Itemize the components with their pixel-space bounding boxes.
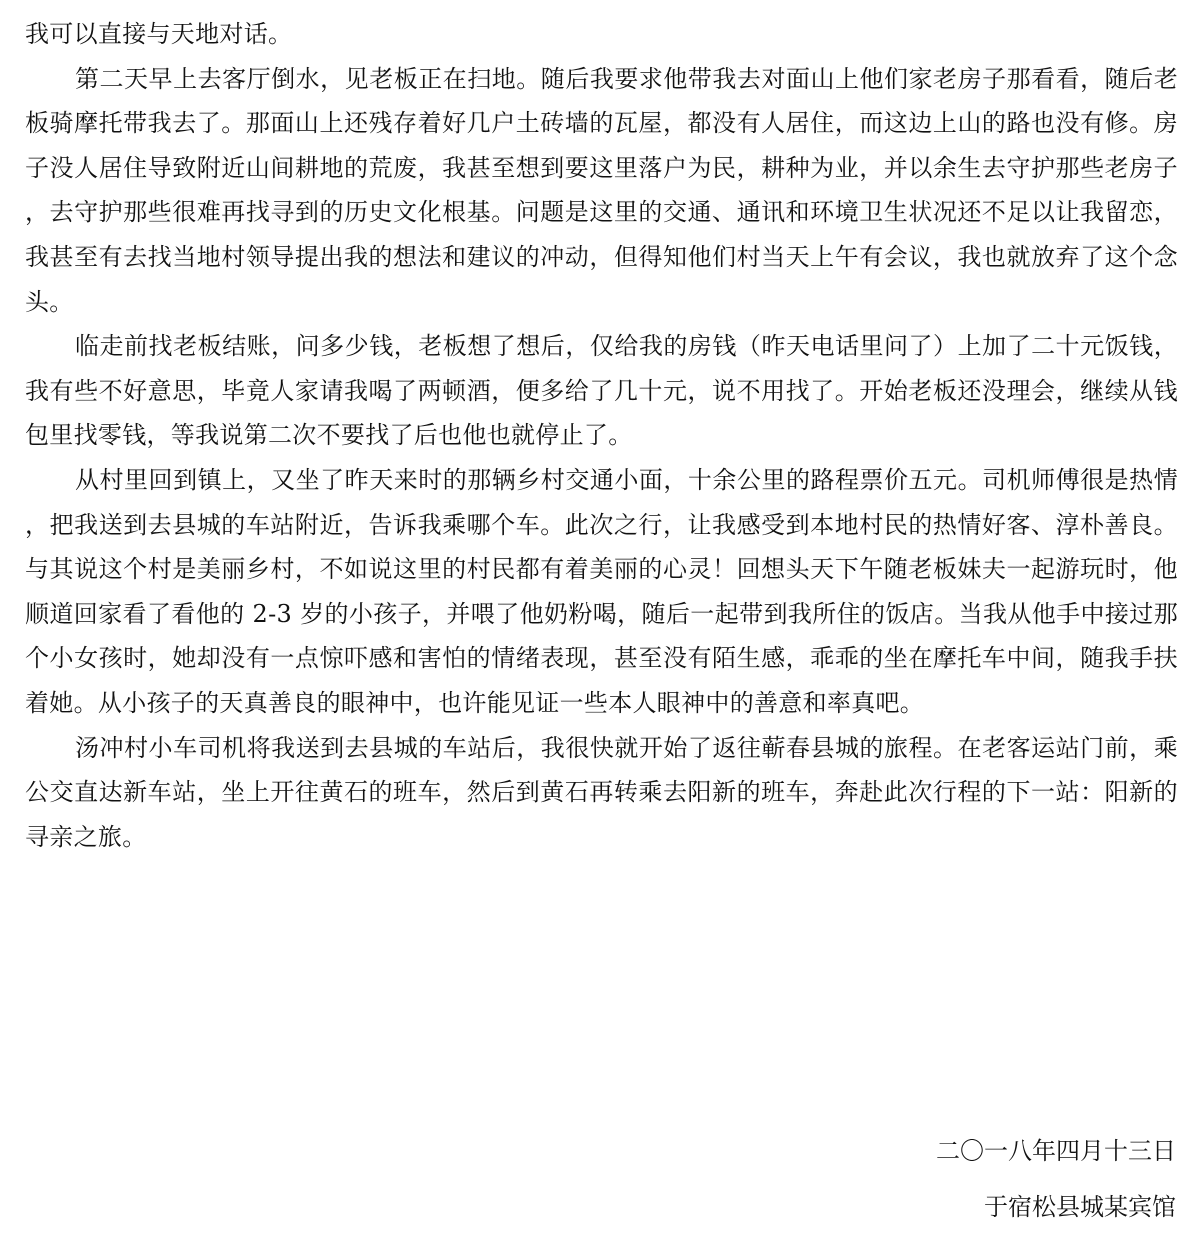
paragraph-continuation: 我可以直接与天地对话。 — [25, 20, 293, 48]
paragraph-old-house-visit: 第二天早上去客厅倒水，见老板正在扫地。随后我要求他带我去对面山上他们家老房子那看看，随后老板骑摩托带我去了。那面山上还残存着好几户土砖墙的瓦屋，都没有人居住，而这边上山的路也没有修。房子没人居住导致附近山间耕地的荒废，我甚至想到要这里落户为民，耕种为业，并以余生去守护那些老房子，去守护那些很难再找寻到的历史文化根基。问题是这里的交通、通讯和环境卫生状况还不足以让我留恋，我甚至有去找当地村领导提出我的想法和建议的冲动，但得知他们村当天上午有会议，我也就放弃了这个念头。 — [25, 64, 1178, 316]
signature-place: 于宿松县城某宾馆 — [984, 1193, 1176, 1221]
paragraph-return-to-town: 从村里回到镇上，又坐了昨天来时的那辆乡村交通小面，十余公里的路程票价五元。司机师傅很是热情，把我送到去县城的车站附近，告诉我乘哪个车。此次之行，让我感受到本地村民的热情好客、淳朴善良。与其说这个村是美丽乡村，不如说这里的村民都有着美丽的心灵！回想头天下午随老板妹夫一起游玩时，他顺道回家看了看他的 2-3 岁的小孩子，并喂了他奶粉喝，随后一起带到我所住的饭店。当我从他手中接过那个小女孩时，她却没有一点惊吓感和害怕的情绪表现，甚至没有陌生感，乖乖的坐在摩托车中间，随我手扶着她。从小孩子的天真善良的眼神中，也许能见证一些本人眼神中的善意和率真吧。 — [25, 465, 1178, 717]
document-body — [25, 12, 1178, 859]
signature-date: 二〇一八年四月十三日 — [936, 1137, 1176, 1165]
paragraph-onward-journey: 汤冲村小车司机将我送到去县城的车站后，我很快就开始了返往蕲春县城的旅程。在老客运站门前，乘公交直达新车站，坐上开往黄石的班车，然后到黄石再转乘去阳新的班车，奔赴此次行程的下一站：阳新的寻亲之旅。 — [25, 733, 1178, 851]
paragraph-checkout: 临走前找老板结账，问多少钱，老板想了想后，仅给我的房钱（昨天电话里问了）上加了二十元饭钱，我有些不好意思，毕竟人家请我喝了两顿酒，便多给了几十元，说不用找了。开始老板还没理会，继续从钱包里找零钱，等我说第二次不要找了后也他也就停止了。 — [25, 332, 1178, 450]
